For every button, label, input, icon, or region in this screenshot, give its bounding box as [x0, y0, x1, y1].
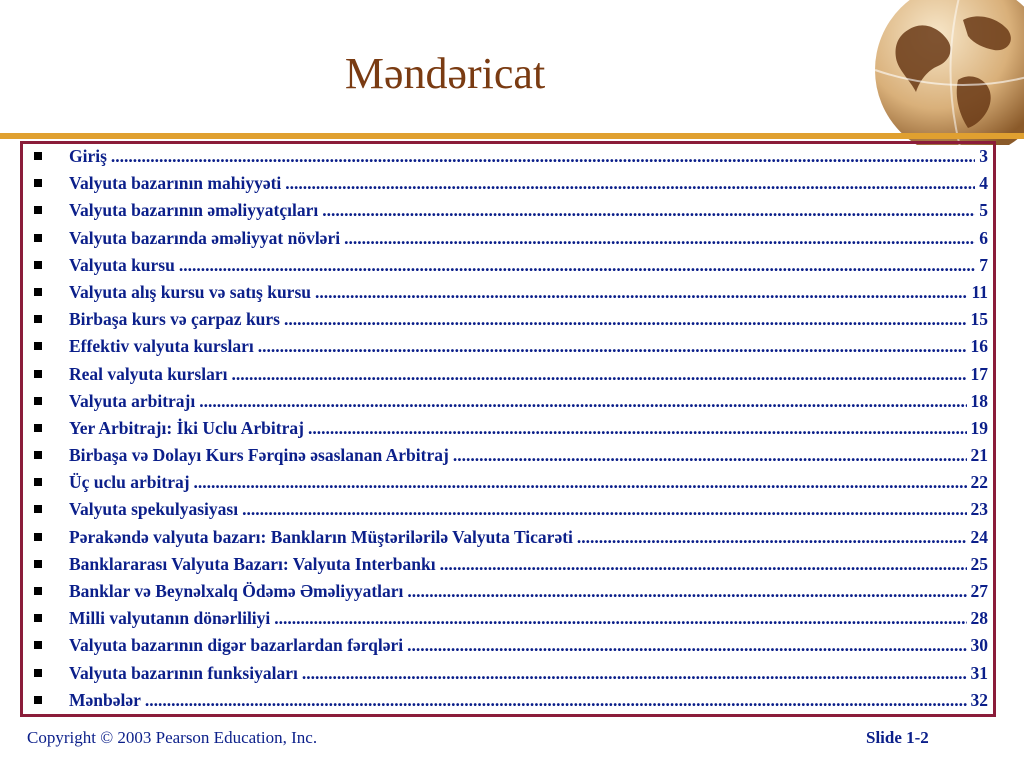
toc-item — [30, 225, 990, 252]
toc-entry — [69, 306, 990, 333]
toc-item-page: 18 — [970, 390, 988, 411]
toc-entry — [69, 469, 990, 496]
toc-item-page: 6 — [979, 227, 988, 248]
toc-leader-dots — [199, 388, 966, 415]
toc-item-page: 7 — [979, 254, 988, 275]
toc-item — [30, 306, 990, 333]
bullet-icon — [34, 179, 42, 187]
bullet-icon — [34, 397, 42, 405]
bullet-icon — [34, 424, 42, 432]
bullet-icon — [34, 315, 42, 323]
toc-leader-dots — [231, 361, 966, 388]
toc-item-label: Valyuta spekulyasiyası — [69, 499, 239, 520]
copyright-text: Copyright © 2003 Pearson Education, Inc. — [27, 728, 318, 747]
toc-item — [30, 632, 990, 659]
bullet-icon — [34, 451, 42, 459]
bullet-icon — [34, 533, 42, 541]
toc-item — [30, 524, 990, 551]
toc-item-page: 25 — [970, 553, 988, 574]
bullet-icon — [34, 370, 42, 378]
toc-item-page: 31 — [970, 662, 988, 683]
toc-item-label: Giriş — [69, 146, 107, 166]
toc-entry — [69, 170, 990, 197]
toc-item-page: 27 — [970, 581, 988, 601]
toc-item-label: Pərakəndə valyuta bazarı: Bankların Müştərilərilə Valyuta Ticarəti — [69, 526, 573, 547]
title-underline — [0, 133, 1024, 139]
toc-item-label: Banklar və Beynəlxalq Ödəmə Əməliyyatları — [69, 581, 404, 601]
toc-item — [30, 197, 990, 224]
toc-item-label: Real valyuta kursları — [69, 363, 228, 384]
toc-item-label: Valyuta alış kursu və satış kursu — [69, 281, 311, 302]
toc-leader-dots — [285, 170, 975, 197]
toc-entry — [69, 279, 990, 306]
toc-leader-dots — [308, 415, 967, 442]
toc-item-page: 16 — [970, 336, 988, 357]
toc-entry — [69, 388, 990, 415]
toc-item — [30, 442, 990, 469]
bullet-icon — [34, 234, 42, 242]
toc-entry — [69, 551, 990, 578]
toc-item-label: Valyuta bazarının mahiyyəti — [69, 173, 282, 194]
toc-entry — [69, 496, 990, 523]
toc-item — [30, 333, 990, 360]
toc-item — [30, 660, 990, 687]
toc-item-label: Effektiv valyuta kursları — [69, 336, 254, 357]
toc-item — [30, 279, 990, 306]
globe-icon — [868, 0, 1024, 145]
toc-item-page: 4 — [979, 173, 988, 194]
toc-leader-dots — [322, 197, 975, 224]
toc-item — [30, 605, 990, 632]
bullet-icon — [34, 342, 42, 350]
toc-leader-dots — [274, 605, 966, 632]
toc-entry — [69, 442, 990, 469]
toc-item-page: 32 — [970, 689, 988, 710]
toc-item-page: 3 — [979, 146, 988, 166]
toc-entry — [69, 687, 990, 714]
bullet-icon — [34, 261, 42, 269]
toc-item-label: Milli valyutanın dönərliliyi — [69, 608, 271, 629]
toc-item — [30, 415, 990, 442]
bullet-icon — [34, 669, 42, 677]
toc-item-page: 24 — [970, 526, 988, 547]
toc-leader-dots — [194, 469, 967, 496]
toc-leader-dots — [179, 252, 975, 279]
toc-item-page: 5 — [979, 200, 988, 221]
bullet-icon — [34, 696, 42, 704]
toc-item-label: Yer Arbitrajı: İki Uclu Arbitraj — [69, 417, 304, 438]
toc-item — [30, 252, 990, 279]
toc-entry — [69, 578, 990, 605]
toc-item — [30, 170, 990, 197]
toc-item — [30, 687, 990, 714]
bullet-icon — [34, 288, 42, 296]
toc-item — [30, 496, 990, 523]
toc-entry — [69, 197, 990, 224]
toc-entry — [69, 605, 990, 632]
toc-entry — [69, 361, 990, 388]
toc-item-label: Valyuta kursu — [69, 254, 175, 275]
toc-leader-dots — [315, 279, 967, 306]
toc-item-label: Birbaşa və Dolayı Kurs Fərqinə əsaslanan Arbitraj — [69, 445, 449, 466]
toc-item-label: Valyuta bazarının əməliyyatçıları — [69, 200, 319, 221]
toc-leader-dots — [407, 632, 966, 659]
bullet-icon — [34, 505, 42, 513]
toc-item-label: Valyuta bazarının digər bazarlardan fərqləri — [69, 635, 404, 656]
toc-item-page: 23 — [970, 499, 988, 520]
toc-entry — [69, 143, 990, 170]
toc-leader-dots — [284, 306, 967, 333]
toc-leader-dots — [258, 333, 967, 360]
toc-leader-dots — [302, 660, 967, 687]
toc-item-page: 30 — [970, 635, 988, 656]
bullet-icon — [34, 206, 42, 214]
toc-entry — [69, 660, 990, 687]
slide-title: Məndəricat — [344, 49, 546, 98]
toc-entry — [69, 333, 990, 360]
toc-item-label: Banklararası Valyuta Bazarı: Valyuta Interbankı — [69, 553, 436, 574]
toc-item-page: 11 — [971, 281, 988, 302]
toc-leader-dots — [453, 442, 967, 469]
toc-item — [30, 388, 990, 415]
toc-item-label: Birbaşa kurs və çarpaz kurs — [69, 309, 280, 330]
toc-item-label: Mənbələr — [69, 689, 141, 710]
toc-entry — [69, 225, 990, 252]
toc-entry — [69, 632, 990, 659]
bullet-icon — [34, 587, 42, 595]
table-of-contents — [30, 143, 990, 714]
bullet-icon — [34, 152, 42, 160]
toc-item-page: 15 — [970, 309, 988, 330]
toc-leader-dots — [111, 143, 975, 170]
toc-leader-dots — [344, 225, 975, 252]
bullet-icon — [34, 641, 42, 649]
toc-leader-dots — [440, 551, 967, 578]
toc-leader-dots — [407, 578, 966, 605]
toc-item-label: Valyuta arbitrajı — [69, 390, 196, 411]
toc-item-page: 21 — [970, 445, 988, 466]
toc-entry — [69, 415, 990, 442]
bullet-icon — [34, 614, 42, 622]
toc-item — [30, 578, 990, 605]
toc-item-page: 22 — [970, 472, 988, 493]
bullet-icon — [34, 478, 42, 486]
toc-item-label: Valyuta bazarının funksiyaları — [69, 662, 298, 683]
toc-item — [30, 551, 990, 578]
toc-item-label: Valyuta bazarında əməliyyat növləri — [69, 227, 341, 248]
toc-item — [30, 361, 990, 388]
toc-item-page: 28 — [970, 608, 988, 629]
toc-item — [30, 143, 990, 170]
toc-entry — [69, 524, 990, 551]
toc-item-page: 17 — [970, 363, 988, 384]
toc-leader-dots — [145, 687, 967, 714]
toc-item — [30, 469, 990, 496]
toc-item-label: Üç uclu arbitraj — [69, 472, 190, 493]
toc-entry — [69, 252, 990, 279]
toc-leader-dots — [577, 524, 967, 551]
bullet-icon — [34, 560, 42, 568]
toc-item-page: 19 — [970, 417, 988, 438]
toc-leader-dots — [242, 496, 966, 523]
slide-number: Slide 1-2 — [866, 728, 929, 747]
